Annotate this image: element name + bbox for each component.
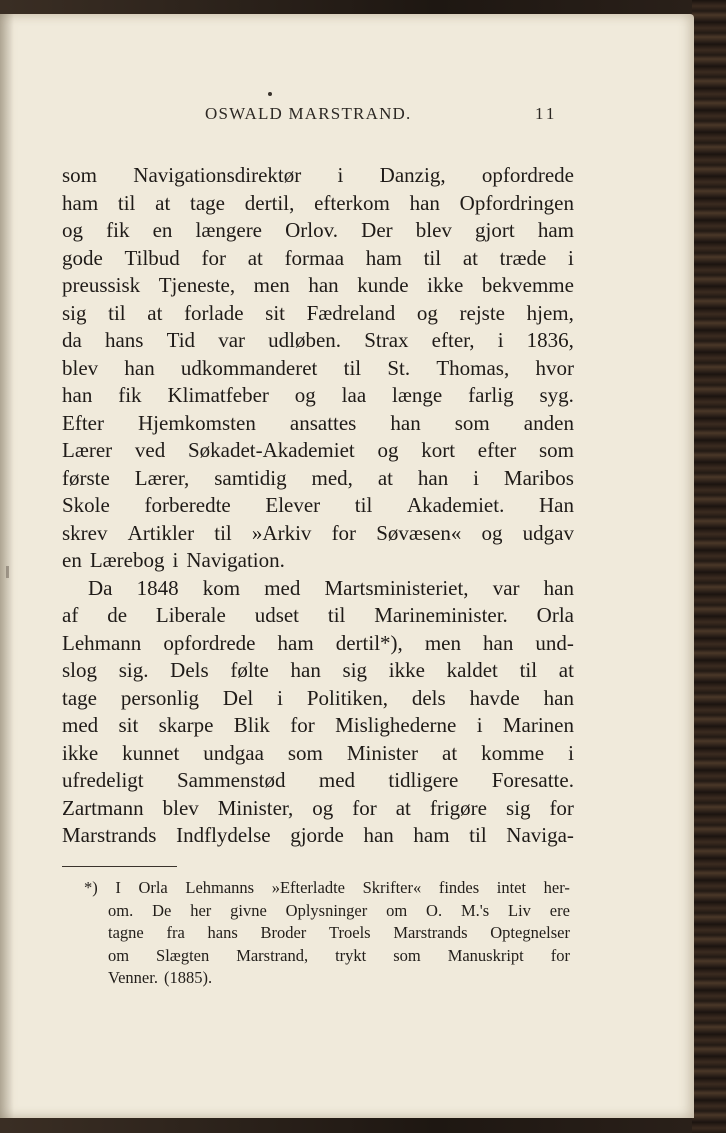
word: men xyxy=(424,630,461,655)
body-text xyxy=(62,162,574,850)
word: i xyxy=(473,465,479,490)
word: ham xyxy=(365,245,402,270)
footnote-word: De xyxy=(152,900,172,920)
word: hans xyxy=(104,328,144,352)
word: Lærer xyxy=(62,438,113,462)
word: kunde xyxy=(357,273,409,297)
word: da xyxy=(62,328,82,352)
word: Minister, xyxy=(217,795,294,820)
word: som xyxy=(538,438,574,462)
word: Klimatfeber xyxy=(167,383,269,407)
footnote-word: som xyxy=(393,945,421,965)
word: i xyxy=(172,548,179,572)
word: personlig xyxy=(120,685,200,710)
body-line xyxy=(62,190,574,218)
word: Der xyxy=(361,218,393,242)
word: Orla xyxy=(536,603,574,627)
word: til xyxy=(519,658,538,682)
word: samtidig xyxy=(214,465,287,490)
word: gjorde xyxy=(290,823,344,847)
word: sit xyxy=(265,300,285,325)
footnote-word: tagne xyxy=(108,923,144,942)
word: opfordrede xyxy=(163,630,256,655)
word: Skole xyxy=(62,493,110,517)
word: dels xyxy=(411,685,446,710)
word: til xyxy=(343,355,362,380)
word: Danzig, xyxy=(379,163,446,187)
word: fik xyxy=(118,383,142,407)
footnote-line xyxy=(84,945,570,968)
word: Foresatte. xyxy=(491,768,574,792)
word: gode xyxy=(62,245,103,270)
word: og xyxy=(294,383,316,407)
footnote-word: om. xyxy=(108,900,134,920)
body-line xyxy=(62,685,574,713)
footnote-word: trykt xyxy=(335,945,367,965)
word: blev xyxy=(162,795,199,820)
word: blev xyxy=(62,355,99,380)
body-line xyxy=(62,300,574,328)
word: tage xyxy=(190,190,226,215)
footnote-word: intet xyxy=(496,878,527,897)
footnote-word: om xyxy=(108,945,130,965)
word: første xyxy=(62,465,110,490)
body-line xyxy=(62,492,574,520)
word: laa xyxy=(341,383,367,407)
word: Blik xyxy=(233,713,270,737)
footnote-word: Optegnelser xyxy=(490,923,570,942)
footnote-word: hans xyxy=(207,923,238,942)
word: tidligere xyxy=(388,768,459,792)
word: til xyxy=(117,190,136,215)
word: sit xyxy=(118,713,139,737)
word: Tilbud xyxy=(124,245,180,270)
footnote-word: Marstrand, xyxy=(236,945,309,965)
word: ufredeligt xyxy=(62,768,144,792)
word: for xyxy=(290,713,315,737)
word: Minister xyxy=(346,740,419,765)
word: at xyxy=(155,190,171,215)
word: i xyxy=(568,245,574,270)
ink-dot xyxy=(268,92,272,96)
word: Artikler xyxy=(127,520,195,545)
body-line xyxy=(62,245,574,273)
word: hvor xyxy=(535,355,574,380)
word: til xyxy=(327,603,346,627)
word: at xyxy=(377,465,393,490)
word: Lærebog xyxy=(89,548,165,572)
word: sig xyxy=(342,658,368,682)
word: sig. xyxy=(118,658,149,682)
margin-mark xyxy=(6,566,9,578)
word: han xyxy=(417,465,449,490)
word: Naviga- xyxy=(506,823,574,847)
word: opfordrede xyxy=(481,163,574,187)
word: Navigation. xyxy=(186,548,285,572)
word: at xyxy=(247,245,263,270)
word: Zartmann xyxy=(62,795,144,820)
word: havde xyxy=(469,685,520,710)
word: undgaa xyxy=(203,740,264,765)
body-line xyxy=(62,217,574,245)
page-number: 11 xyxy=(535,104,558,123)
body-line xyxy=(62,767,574,795)
word: Fædreland xyxy=(306,300,396,325)
footnote-word: M.'s xyxy=(460,900,490,920)
footnote-word: Liv xyxy=(508,900,531,920)
body-line xyxy=(62,575,574,603)
word: ikke xyxy=(388,658,425,682)
word: han xyxy=(390,410,421,435)
footnote-word: Lehmanns xyxy=(185,878,255,897)
word: slog xyxy=(62,658,98,682)
word: Del xyxy=(222,685,254,710)
word: kaldet xyxy=(446,658,498,682)
word: Hjemkomsten xyxy=(138,410,256,435)
word: og xyxy=(481,520,503,545)
word: Mislighederne xyxy=(335,713,457,737)
body-line xyxy=(62,822,574,850)
footnote-word: fra xyxy=(166,923,185,942)
body-line xyxy=(62,712,574,740)
word: for xyxy=(549,795,574,820)
word: ikke xyxy=(427,273,464,297)
word: var xyxy=(492,575,520,600)
word: fik xyxy=(106,218,130,242)
word: dertil, xyxy=(244,190,295,215)
footnote-word: I xyxy=(115,878,121,897)
body-line xyxy=(62,410,574,438)
word: at xyxy=(558,658,574,682)
word: til xyxy=(108,300,126,325)
word: ansattes xyxy=(289,410,357,435)
body-line xyxy=(62,437,574,465)
word: at xyxy=(462,245,478,270)
word: blev xyxy=(415,218,452,242)
word: til xyxy=(423,245,442,270)
footnote-line xyxy=(84,877,570,900)
word: med, xyxy=(311,465,353,490)
word: ikke xyxy=(62,740,99,765)
footnote-word: Manuskript xyxy=(447,945,524,965)
word: und- xyxy=(535,630,574,655)
word: syg. xyxy=(539,383,574,407)
word: ham xyxy=(413,823,450,847)
word: af xyxy=(62,603,79,627)
word: han xyxy=(483,630,514,655)
word: med xyxy=(264,575,301,600)
footnote-word: »Efterladte xyxy=(271,878,345,897)
word: formaa xyxy=(284,245,345,270)
word: farlig xyxy=(468,383,514,407)
word: Strax xyxy=(364,328,409,352)
word: følte xyxy=(230,658,269,682)
word: som xyxy=(287,740,323,765)
body-line xyxy=(62,327,574,355)
word: Søvæsen« xyxy=(376,520,462,545)
word: efter xyxy=(477,438,517,462)
footnote-word: for xyxy=(550,945,570,965)
word: skrev xyxy=(62,520,108,545)
word: han xyxy=(124,355,155,380)
word: han xyxy=(308,273,339,297)
word: forlade xyxy=(184,300,244,325)
word: Thomas, xyxy=(436,355,510,380)
word: Liberale xyxy=(155,603,226,627)
word: tage xyxy=(62,685,97,710)
word: »Arkiv xyxy=(251,520,312,545)
word: og xyxy=(312,795,334,820)
word: han xyxy=(290,658,321,682)
word: sig xyxy=(62,300,87,325)
word: Lehmann xyxy=(62,630,142,655)
word: at xyxy=(395,795,411,820)
word: 1836, xyxy=(526,328,574,352)
word: han xyxy=(409,190,440,215)
word: træde xyxy=(499,245,547,270)
word: Orlov. xyxy=(285,218,339,242)
body-line xyxy=(62,602,574,630)
word: sig xyxy=(505,795,531,820)
word: Tid xyxy=(166,328,196,352)
body-line xyxy=(62,162,574,190)
word: udgav xyxy=(522,520,574,545)
word: Lærer, xyxy=(134,465,190,490)
word: at xyxy=(442,740,458,765)
footnote-word: O. xyxy=(426,900,443,920)
footnote-word: her xyxy=(190,900,212,920)
footnote-word: ere xyxy=(549,900,570,920)
word: Navigationsdirektør xyxy=(133,163,302,187)
running-title: OSWALD MARSTRAND. xyxy=(205,104,412,123)
word: dertil*), xyxy=(335,630,403,655)
word: efterkom xyxy=(314,190,390,215)
word: for xyxy=(352,795,377,820)
word: udløben. xyxy=(268,328,342,352)
word: ham xyxy=(277,630,314,655)
footnote-word: her- xyxy=(543,878,570,897)
word: Dels xyxy=(170,658,209,682)
footnote-word: Troels xyxy=(329,923,371,942)
footnote-line xyxy=(84,922,570,945)
word: men xyxy=(253,273,290,297)
footnote-word: findes xyxy=(438,878,480,897)
word: Akademiet. xyxy=(406,493,505,517)
word: han xyxy=(543,685,574,710)
word: og xyxy=(416,300,438,325)
word: rejste xyxy=(459,300,506,325)
word: og xyxy=(377,438,399,462)
footnotes xyxy=(84,877,570,990)
word: i xyxy=(476,713,483,737)
body-line xyxy=(62,520,574,548)
word: i xyxy=(337,163,344,187)
word: for xyxy=(201,245,226,270)
word: ved xyxy=(134,438,166,462)
footnote-word: Oplysninger xyxy=(285,900,368,920)
word: Sammenstød xyxy=(177,768,286,792)
word: frigøre xyxy=(429,795,487,820)
word: til xyxy=(354,493,373,517)
word: anden xyxy=(523,410,574,435)
word: gjort xyxy=(475,218,515,242)
word: han xyxy=(62,383,93,407)
footnote-word: *) xyxy=(84,878,98,897)
word: med xyxy=(62,713,99,737)
word: Marineminister. xyxy=(374,603,508,627)
word: Efter xyxy=(62,410,104,435)
word: med xyxy=(318,768,356,792)
footnote-word: Broder xyxy=(260,923,307,942)
word: en xyxy=(62,548,82,572)
body-line xyxy=(62,272,574,300)
word: preussisk xyxy=(62,273,141,297)
word: kunnet xyxy=(122,740,180,765)
word: Maribos xyxy=(503,465,574,490)
word: han xyxy=(543,575,574,600)
word: udset xyxy=(254,603,300,627)
word: en xyxy=(152,218,173,242)
word: de xyxy=(107,603,128,627)
word: var xyxy=(218,328,246,352)
word: som xyxy=(454,410,490,435)
word: Opfordringen xyxy=(459,190,574,215)
word: hjem, xyxy=(526,300,574,325)
word: Marstrands xyxy=(62,823,157,847)
word: i xyxy=(277,685,283,710)
word: i xyxy=(497,328,504,352)
footnote-line xyxy=(84,967,570,990)
footnote-word: Slægten xyxy=(156,945,210,965)
word: efter, xyxy=(431,328,475,352)
word: forberedte xyxy=(144,493,231,517)
footnote-word: Skrifter« xyxy=(362,878,422,897)
body-line xyxy=(62,382,574,410)
word: Søkadet-Akademiet xyxy=(187,438,355,462)
word: kom xyxy=(202,575,241,600)
body-line xyxy=(62,547,574,575)
footnote-word: om xyxy=(386,900,408,920)
word: til xyxy=(214,520,232,545)
word: for xyxy=(331,520,357,545)
word: Da xyxy=(88,575,113,600)
body-line xyxy=(62,630,574,658)
binding-edge xyxy=(692,0,726,1133)
word: kort xyxy=(421,438,456,462)
word: som xyxy=(62,163,98,187)
word: længere xyxy=(195,218,263,242)
word: ham xyxy=(62,190,99,215)
footnote-word: (1885). xyxy=(163,968,213,987)
word: komme xyxy=(481,740,545,765)
word: bekvemme xyxy=(481,273,574,297)
footnote-line xyxy=(84,900,570,923)
footnote-word: Orla xyxy=(138,878,168,897)
word: at xyxy=(147,300,163,325)
body-line xyxy=(62,465,574,493)
word: Han xyxy=(538,493,574,517)
word: Martsministeriet, xyxy=(324,575,469,600)
word: udkommanderet xyxy=(180,355,318,380)
word: ham xyxy=(537,218,574,242)
footnote-word: Marstrands xyxy=(393,923,468,942)
word: Elever xyxy=(265,493,321,517)
word: han xyxy=(363,823,394,847)
word: og xyxy=(62,218,83,242)
word: Marinen xyxy=(502,713,574,737)
word: i xyxy=(568,740,574,765)
footnote-word: Venner. xyxy=(108,968,158,987)
body-line xyxy=(62,355,574,383)
word: længe xyxy=(392,383,443,407)
body-line xyxy=(62,657,574,685)
word: skarpe xyxy=(158,713,214,737)
word: Indflydelse xyxy=(176,823,271,847)
word: Politiken, xyxy=(306,685,388,710)
footnote-rule xyxy=(62,866,177,867)
footnote-word: givne xyxy=(230,900,267,920)
word: 1848 xyxy=(136,575,179,600)
body-line xyxy=(62,795,574,823)
word: St. xyxy=(387,355,411,380)
word: til xyxy=(469,823,487,847)
body-line xyxy=(62,740,574,768)
word: Tjeneste, xyxy=(158,273,236,297)
